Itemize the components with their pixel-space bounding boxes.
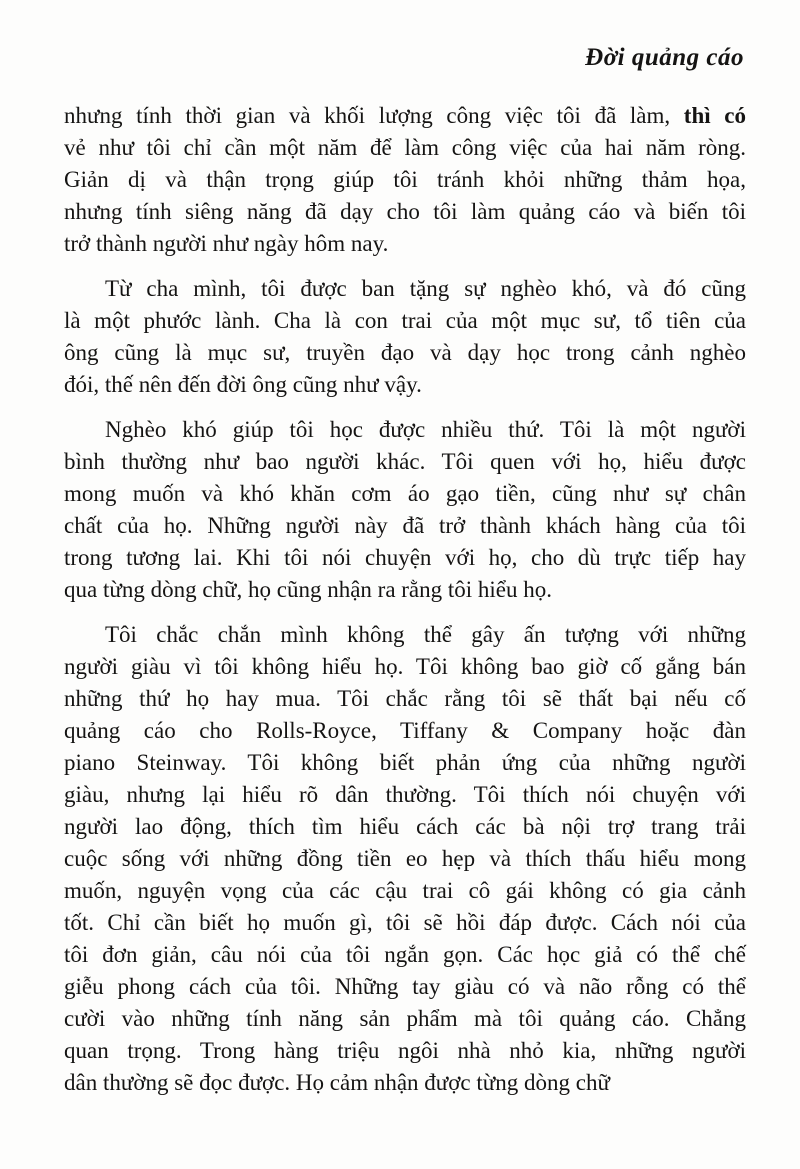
text-line: đói, thế nên đến đời ông cũng như vậy. xyxy=(64,372,422,397)
paragraph xyxy=(64,100,746,260)
text-line: nhưng tính thời gian và khối lượng công việc tôi đã làm, thì có xyxy=(64,103,746,128)
text-line: quan trọng. Trong hàng triệu ngôi nhà nhỏ kia, những người xyxy=(64,1038,746,1063)
text-line: Giản dị và thận trọng giúp tôi tránh khỏi những thảm họa, xyxy=(64,167,746,192)
text-line: nhưng tính siêng năng đã dạy cho tôi làm quảng cáo và biến tôi xyxy=(64,199,746,224)
text-line: giễu phong cách của tôi. Những tay giàu có và não rỗng có thể xyxy=(64,974,746,999)
text-line: piano Steinway. Tôi không biết phản ứng của những người xyxy=(64,750,746,775)
paragraph xyxy=(64,414,746,606)
text-line: Từ cha mình, tôi được ban tặng sự nghèo khó, và đó cũng xyxy=(105,276,746,301)
text-line: người lao động, thích tìm hiểu cách các bà nội trợ trang trải xyxy=(64,814,746,839)
text-line: qua từng dòng chữ, họ cũng nhận ra rằng tôi hiểu họ. xyxy=(64,577,553,602)
text-line: trở thành người như ngày hôm nay. xyxy=(64,231,389,256)
text-line: ông cũng là mục sư, truyền đạo và dạy học trong cảnh nghèo xyxy=(64,340,746,365)
text-line: bình thường như bao người khác. Tôi quen với họ, hiểu được xyxy=(64,449,746,474)
text-line: tốt. Chỉ cần biết họ muốn gì, tôi sẽ hồi đáp được. Cách nói của xyxy=(64,910,746,935)
running-header: Đời quảng cáo xyxy=(585,44,744,71)
text-line: chất của họ. Những người này đã trở thành khách hàng của tôi xyxy=(64,513,746,538)
text-line: những thứ họ hay mua. Tôi chắc rằng tôi sẽ thất bại nếu cố xyxy=(64,686,746,711)
text-line: muốn, nguyện vọng của các cậu trai cô gái không có gia cảnh xyxy=(64,878,746,903)
text-line: quảng cáo cho Rolls-Royce, Tiffany & Company hoặc đàn xyxy=(64,718,746,743)
text-line: trong tương lai. Khi tôi nói chuyện với họ, cho dù trực tiếp hay xyxy=(64,545,746,570)
text-line: giàu, nhưng lại hiểu rõ dân thường. Tôi thích nói chuyện với xyxy=(64,782,746,807)
text-line: Nghèo khó giúp tôi học được nhiều thứ. Tôi là một người xyxy=(105,417,746,442)
text-line: Tôi chắc chắn mình không thể gây ấn tượng với những xyxy=(105,622,746,647)
paragraph xyxy=(64,273,746,401)
text-line: dân thường sẽ đọc được. Họ cảm nhận được từng dòng chữ xyxy=(64,1070,610,1095)
text-line: người giàu vì tôi không hiểu họ. Tôi không bao giờ cố gắng bán xyxy=(64,654,746,679)
text-line: cười vào những tính năng sản phẩm mà tôi quảng cáo. Chẳng xyxy=(64,1006,746,1031)
page-body xyxy=(64,100,746,1112)
text-line: mong muốn và khó khăn cơm áo gạo tiền, cũng như sự chân xyxy=(64,481,746,506)
paragraph xyxy=(64,619,746,1099)
text-line: là một phước lành. Cha là con trai của một mục sư, tổ tiên của xyxy=(64,308,746,333)
text-line: vẻ như tôi chỉ cần một năm để làm công việc của hai năm ròng. xyxy=(64,135,746,160)
text-line: cuộc sống với những đồng tiền eo hẹp và thích thấu hiểu mong xyxy=(64,846,746,871)
text-line: tôi đơn giản, câu nói của tôi ngắn gọn. Các học giả có thể chế xyxy=(64,942,746,967)
